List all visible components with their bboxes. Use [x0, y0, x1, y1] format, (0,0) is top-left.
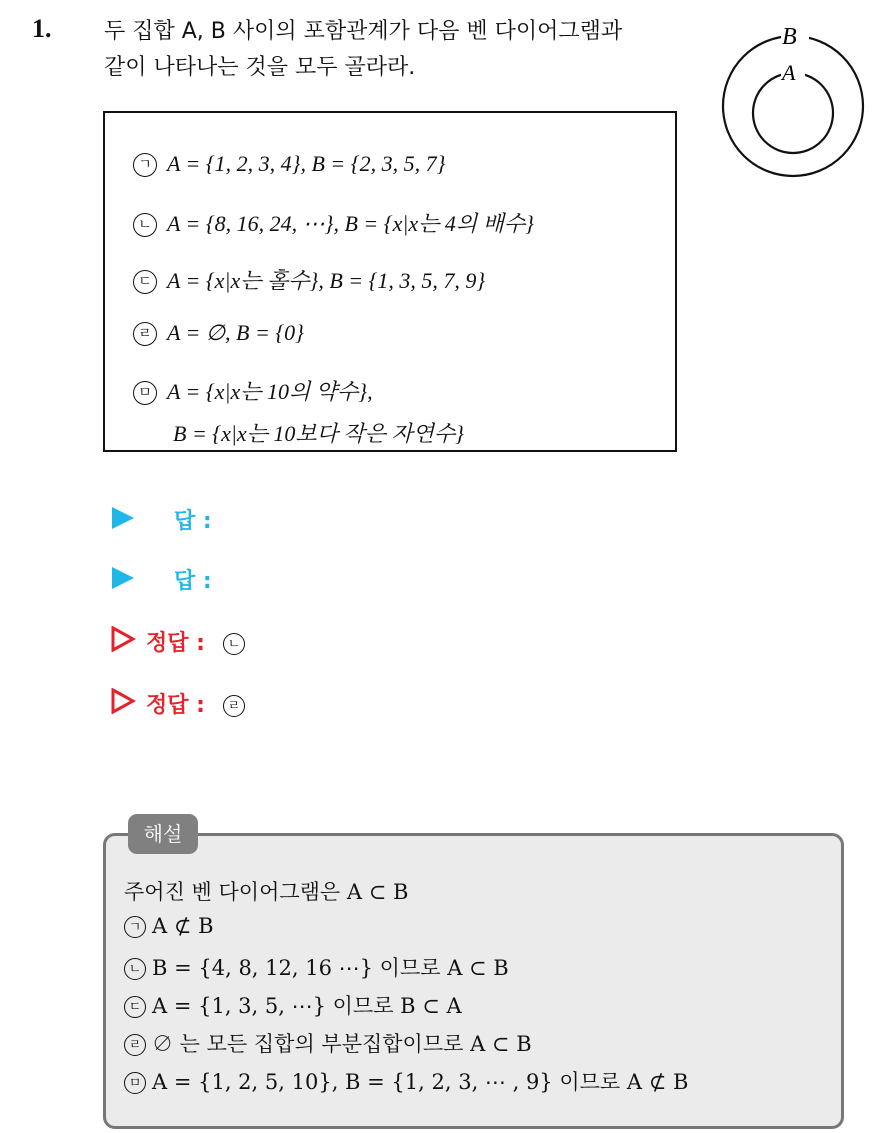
option-text: A = {x|x는 10의 약수}, [167, 379, 373, 404]
correct-answer-marker: ㄹ [223, 695, 245, 717]
options-box [103, 111, 677, 452]
option-text: A = {x|x는 홀수}, B = {1, 3, 5, 7, 9} [167, 268, 486, 293]
correct-answer-row [110, 688, 245, 719]
solution-text: A ⊄ B [152, 914, 214, 938]
solution-text: A = {1, 2, 5, 10}, B = {1, 2, 3, ⋯ , 9} 이므로 A ⊄ B [152, 1070, 689, 1094]
correct-answer-row [110, 626, 245, 657]
venn-label-a: A [782, 60, 796, 85]
venn-label-b: B [782, 24, 797, 50]
option-item [133, 320, 304, 346]
correct-answer-label: 정답 : [146, 693, 205, 718]
question-line-2: 같이 나타나는 것을 모두 골라라. [104, 55, 416, 80]
answer-label: 답 : [174, 509, 212, 534]
solution-line [124, 876, 408, 906]
option-item [133, 264, 485, 295]
solution-line [124, 1066, 688, 1096]
option-item [133, 207, 534, 238]
answer-row [110, 504, 212, 535]
option-item [133, 375, 373, 406]
solution-text: ∅ 는 모든 집합의 부분집합이므로 A ⊂ B [152, 1032, 532, 1056]
red-outline-triangle-icon [110, 626, 136, 652]
solution-marker: ㄴ [124, 958, 146, 980]
solution-line [124, 990, 462, 1020]
option-item-continuation [173, 417, 464, 448]
option-marker: ㄱ [133, 153, 157, 177]
solution-line [124, 914, 214, 938]
solution-text: A = {1, 3, 5, ⋯} 이므로 B ⊂ A [152, 994, 462, 1018]
solution-box [103, 833, 844, 1129]
blue-play-icon [110, 566, 136, 590]
blue-play-icon [110, 506, 136, 530]
answer-label: 답 : [174, 569, 212, 594]
correct-answer-marker: ㄴ [223, 633, 245, 655]
venn-diagram [718, 18, 868, 180]
solution-marker: ㄷ [124, 996, 146, 1018]
option-text: A = {8, 16, 24, ⋯}, B = {x|x는 4의 배수} [167, 211, 534, 236]
option-marker: ㄴ [133, 213, 157, 237]
solution-tag: 해설 [128, 814, 198, 854]
solution-text: B = {4, 8, 12, 16 ⋯} 이므로 A ⊂ B [152, 956, 509, 980]
venn-set-b-circle [723, 36, 863, 176]
option-item [133, 151, 445, 177]
solution-line [124, 1028, 532, 1058]
option-text: A = ∅, B = {0} [167, 320, 304, 345]
question-line-1: 두 집합 A, B 사이의 포함관계가 다음 벤 다이어그램과 [104, 19, 623, 44]
solution-marker: ㄱ [124, 916, 146, 938]
solution-text: 주어진 벤 다이어그램은 A ⊂ B [124, 880, 409, 904]
solution-line [124, 952, 509, 982]
answer-row [110, 564, 212, 595]
option-marker: ㄷ [133, 270, 157, 294]
correct-answer-label: 정답 : [146, 631, 205, 656]
option-marker: ㅁ [133, 381, 157, 405]
solution-marker: ㅁ [124, 1072, 146, 1094]
problem-number: 1. [32, 14, 52, 43]
solution-marker: ㄹ [124, 1034, 146, 1056]
question-text [104, 14, 714, 86]
option-text: A = {1, 2, 3, 4}, B = {2, 3, 5, 7} [167, 151, 446, 176]
venn-set-a-circle [753, 73, 833, 153]
option-text: B = {x|x는 10보다 작은 자연수} [173, 421, 464, 446]
red-outline-triangle-icon [110, 688, 136, 714]
option-marker: ㄹ [133, 322, 157, 346]
